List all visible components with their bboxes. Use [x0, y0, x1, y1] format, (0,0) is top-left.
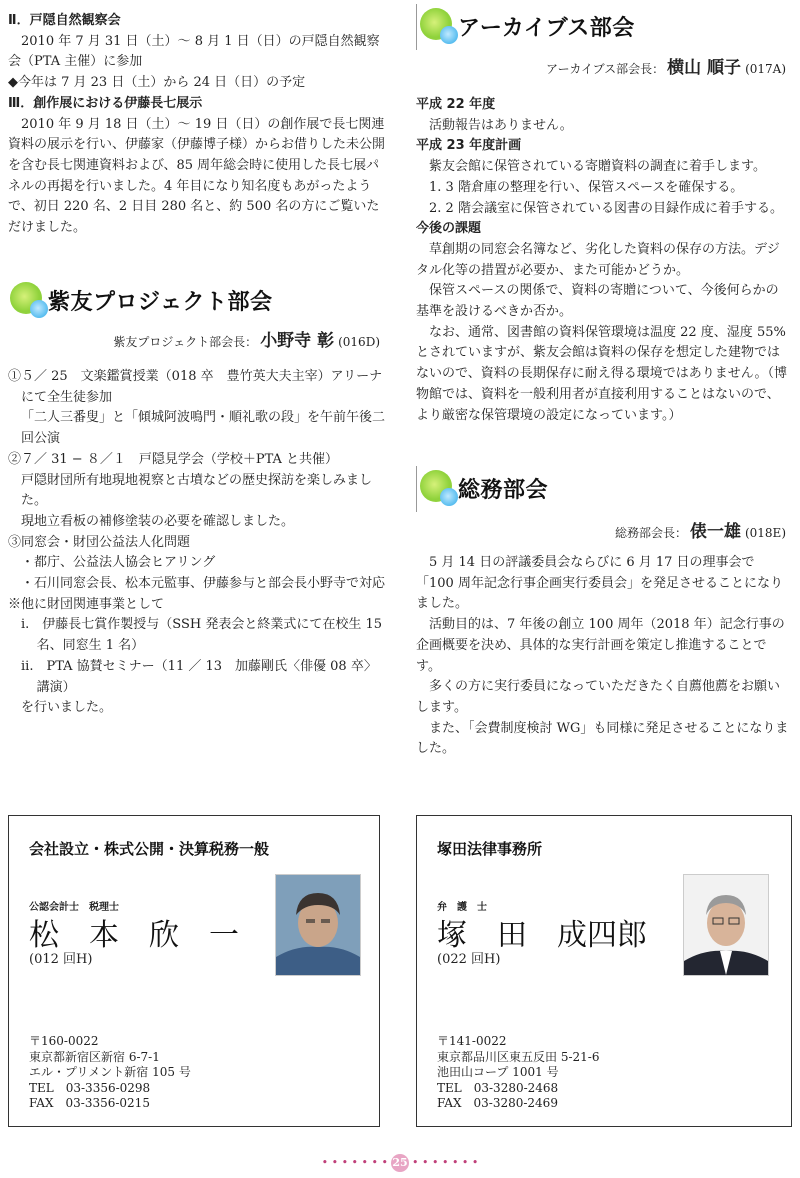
chair-code: (016D) [338, 335, 380, 349]
dots-decoration: • • • • • • • [321, 1156, 388, 1169]
section-heading-project [10, 280, 273, 320]
card-grad: (012 回H) [29, 952, 93, 967]
bubble-icon [420, 468, 462, 508]
business-card [8, 815, 380, 1127]
list-item: 現地立看板の補修塗装の必要を確認しました。 [21, 513, 295, 529]
address-line: 東京都新宿区新宿 6-7-1 [29, 1049, 160, 1064]
address-line: TEL 03-3356-0298 [29, 1080, 151, 1095]
address-line: 〒141-0022 [437, 1034, 507, 1048]
list-item: ・石川同窓会長、松本元監事、伊藤参与と部会長小野寺で対応 [21, 576, 386, 592]
section-title: 総務部会 [458, 477, 549, 503]
section-heading-archives [420, 6, 635, 46]
address-line: TEL 03-3280-2468 [437, 1080, 559, 1095]
chair-label: 総務部会長： [614, 526, 687, 540]
paragraph: 5 月 14 日の評議委員会ならびに 6 月 17 日の理事会で「100 周年記念行事企画実行委員会」を発足させることになりました。 [416, 555, 783, 612]
dots-decoration: • • • • • • • [412, 1156, 479, 1169]
address-line: 〒160-0022 [29, 1034, 99, 1048]
paragraph: 2. 2 階会議室に保管されている図書の目録作成に着手する。 [429, 200, 783, 216]
section-heading-general [420, 468, 548, 508]
bubble-icon [420, 6, 462, 46]
bubble-icon [10, 280, 52, 320]
portrait-photo [683, 874, 769, 976]
paragraph: 2010 年 7 月 31 日（土）〜 8 月 1 日（日）の戸隠自然観察会（PTA 主催）に参加 [8, 33, 380, 70]
subsection-heading: 平成 22 年度 [416, 97, 496, 112]
list-item: ※他に財団関連事業として [8, 596, 165, 612]
list-item: ii. PTA 協賛セミナー（11 ／ 13 加藤剛氏〈俳優 08 卒〉講演） [21, 658, 377, 695]
list-item: 「二人三番叟」と「傾城阿波鳴門・順礼歌の段」を午前午後二回公演 [21, 410, 386, 447]
card-address [437, 1034, 599, 1112]
paragraph: また、「会費制度検討 WG」も同様に発足させることになりました。 [416, 720, 789, 757]
paragraph: 1. 3 階倉庫の整理を行い、保管スペースを確保する。 [429, 179, 744, 195]
subsection-heading: Ⅱ．戸隠自然観察会 [8, 13, 121, 28]
paragraph: 2010 年 9 月 18 日（土）〜 19 日（日）の創作展で長七関連資料の展示を行い、伊藤家（伊藤博子様）からお借りした未公開を含む長七関連資料および、85 周年総会時に使用した長七展パネルの再掲を行いました。4 年目になり知名度もあがったようで、初日 220 名、2 日目 280 名と、約 500 名の方にご覧いただけました。 [8, 116, 386, 236]
chair-code: (017A) [745, 62, 786, 76]
address-line: 池田山コープ 1001 号 [437, 1065, 559, 1079]
business-card [416, 815, 792, 1127]
address-line: FAX 03-3356-0215 [29, 1096, 150, 1110]
chair-name: 横山 順子 [667, 58, 742, 78]
general-text [416, 553, 790, 760]
page-number [0, 1154, 800, 1172]
divider-line [416, 4, 417, 50]
paragraph: 多くの方に実行委員になっていただきたく自薦他薦をお願いします。 [416, 679, 781, 715]
list-item: i. 伊藤長七賞作製授与（SSH 発表会と終業式にて在校生 15 名、同窓生 1 名） [21, 617, 383, 654]
note-line: ◆今年は 7 月 23 日（土）から 24 日（日）の予定 [8, 75, 306, 91]
card-grad: (022 回H) [437, 952, 501, 967]
paragraph: 保管スペースの関係で、資料の寄贈について、今後何らかの基準を設けるべきか否か。 [416, 283, 779, 320]
chair-label: 紫友プロジェクト部会長： [113, 335, 258, 349]
subsection-heading: 今後の課題 [416, 221, 482, 237]
card-role: 公認会計士 税理士 [29, 902, 119, 913]
project-items [8, 367, 386, 719]
card-name: 塚 田 成四郎 [437, 918, 647, 953]
address-line: FAX 03-3280-2469 [437, 1096, 558, 1110]
section-title: 紫友プロジェクト部会 [48, 289, 273, 315]
archives-text [416, 95, 790, 426]
paragraph: なお、通常、図書館の資料保管環境は温度 22 度、湿度 55%とされていますが、紫友会館は資料の保存を想定した建物ではないので、資料の長期保存に耐え得る環境ではありません。（博物館では、資料を一般利用者が直接利用することはないので、より厳密な保管環境の設定になっています。） [416, 324, 788, 423]
portrait-photo [275, 874, 361, 976]
subsection-heading: Ⅲ．創作展における伊藤長七展示 [8, 95, 203, 111]
paragraph: 紫友会館に保管されている寄贈資料の調査に着手します。 [429, 159, 766, 175]
section-title: アーカイブス部会 [458, 15, 635, 41]
card-header: 塚田法律事務所 [437, 840, 543, 858]
chair-label: アーカイブス部会長： [545, 62, 665, 76]
chair-code: (018E) [744, 526, 786, 540]
card-address [29, 1034, 191, 1112]
list-item: を行いました。 [21, 700, 113, 716]
address-line: エル・プリメント新宿 105 号 [29, 1065, 191, 1079]
chair-line-project [113, 326, 380, 351]
card-name: 松 本 欣 一 [29, 918, 239, 953]
subsection-heading: 平成 23 年度計画 [416, 138, 522, 154]
list-item: ②７／ 31 − ８／１ 戸隠見学会（学校＋PTA と共催） [8, 451, 339, 467]
chair-name: 俵一雄 [689, 522, 741, 542]
divider-line [416, 466, 417, 512]
chair-line-general [615, 517, 786, 542]
list-item: ①５／ 25 文楽鑑賞授業（018 卒 豊竹英大夫主宰）アリーナにて全生徒参加 [8, 369, 383, 405]
address-line: 東京都品川区東五反田 5-21-6 [437, 1049, 600, 1064]
left-top-text [8, 11, 386, 239]
chair-line-archives [546, 53, 786, 78]
card-header: 会社設立・株式公開・決算税務一般 [29, 840, 270, 858]
chair-name: 小野寺 彰 [260, 331, 335, 351]
paragraph: 活動報告はありません。 [429, 117, 573, 133]
page-number-badge: 25 [391, 1154, 409, 1172]
card-role: 弁 護 士 [437, 902, 487, 913]
paragraph: 草創期の同窓会名簿など、劣化した資料の保存の方法。デジタル化等の措置が必要か、また可能かどうか。 [416, 241, 780, 278]
paragraph: 活動目的は、7 年後の創立 100 周年（2018 年）記念行事の企画概要を決め、具体的な実行計画を策定し推進することです。 [416, 617, 785, 674]
list-item: ・都庁、公益法人協会ヒアリング [21, 555, 216, 571]
list-item: ③同窓会・財団公益法人化問題 [8, 534, 191, 550]
list-item: 戸隠財団所有地現地視察と古墳などの歴史探訪を楽しみました。 [21, 472, 373, 509]
